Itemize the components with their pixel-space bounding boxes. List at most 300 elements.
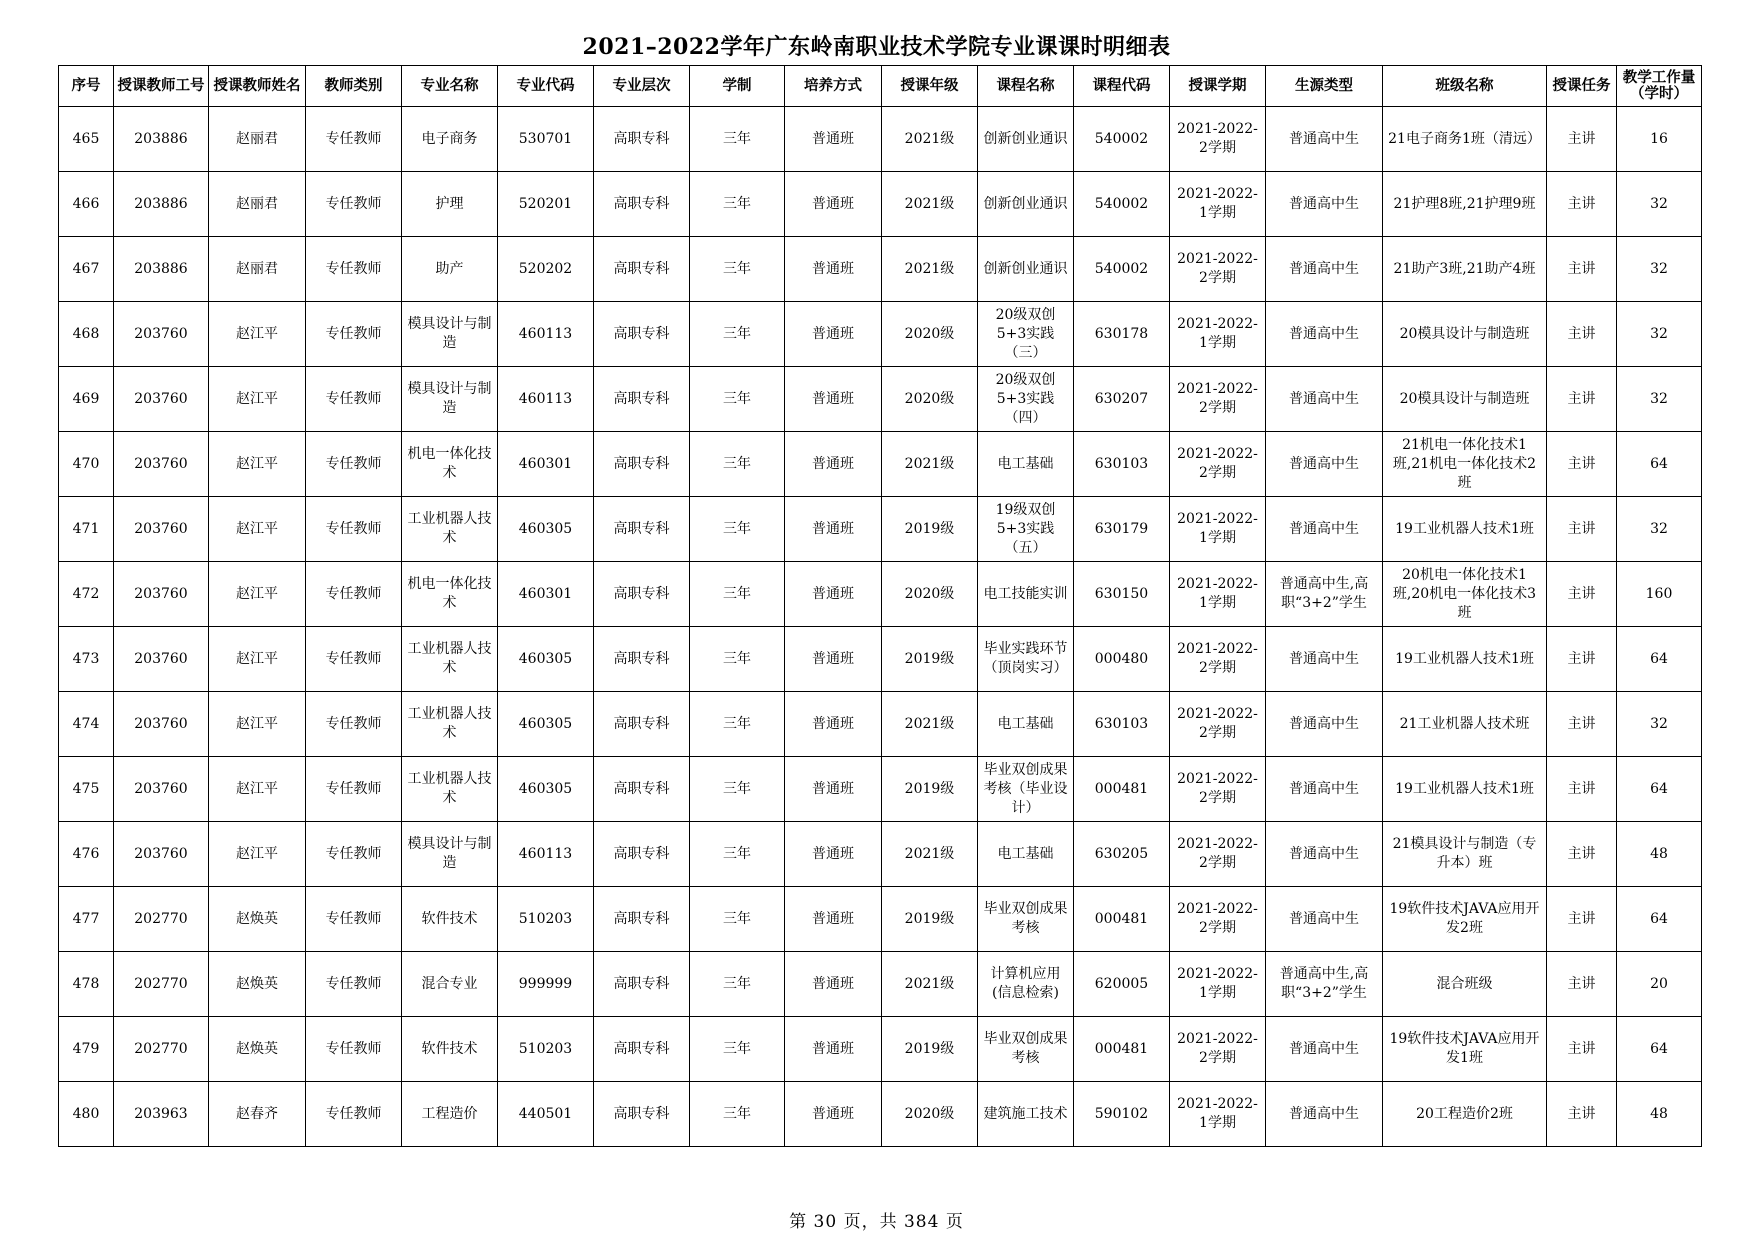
table-cell: 普通班 (785, 172, 882, 237)
table-cell: 478 (59, 952, 114, 1017)
table-cell: 160 (1617, 562, 1702, 627)
table-cell: 2021-2022-2学期 (1170, 822, 1266, 887)
table-cell: 专任教师 (306, 367, 402, 432)
table-cell: 高职专科 (594, 692, 690, 757)
column-header: 授课学期 (1170, 66, 1266, 107)
table-cell: 32 (1617, 497, 1702, 562)
table-cell: 赵江平 (209, 432, 306, 497)
table-cell: 混合班级 (1383, 952, 1547, 1017)
table-cell: 203760 (114, 432, 209, 497)
table-cell: 普通高中生 (1266, 757, 1383, 822)
table-cell: 主讲 (1547, 952, 1617, 1017)
table-cell: 440501 (498, 1082, 594, 1147)
table-cell: 2021级 (882, 822, 978, 887)
table-cell: 630179 (1074, 497, 1170, 562)
table-cell: 460301 (498, 562, 594, 627)
table-cell: 主讲 (1547, 562, 1617, 627)
table-cell: 20级双创5+3实践（三） (978, 302, 1074, 367)
table-cell: 高职专科 (594, 1017, 690, 1082)
table-cell: 工业机器人技术 (402, 627, 498, 692)
table-cell: 普通班 (785, 302, 882, 367)
table-cell: 主讲 (1547, 172, 1617, 237)
table-cell: 主讲 (1547, 627, 1617, 692)
table-cell: 480 (59, 1082, 114, 1147)
table-cell: 普通班 (785, 887, 882, 952)
table-cell: 高职专科 (594, 952, 690, 1017)
table-cell: 19工业机器人技术1班 (1383, 497, 1547, 562)
column-header: 专业代码 (498, 66, 594, 107)
table-cell: 630205 (1074, 822, 1170, 887)
table-cell: 三年 (690, 1017, 785, 1082)
table-cell: 460113 (498, 822, 594, 887)
table-cell: 普通高中生 (1266, 822, 1383, 887)
table-cell: 高职专科 (594, 627, 690, 692)
table-cell: 赵焕英 (209, 952, 306, 1017)
table-cell: 专任教师 (306, 822, 402, 887)
table-cell: 32 (1617, 302, 1702, 367)
table-cell: 19工业机器人技术1班 (1383, 757, 1547, 822)
table-cell: 460305 (498, 627, 594, 692)
table-cell: 203760 (114, 497, 209, 562)
table-cell: 普通高中生 (1266, 107, 1383, 172)
table-cell: 2019级 (882, 1017, 978, 1082)
table-cell: 主讲 (1547, 757, 1617, 822)
table-cell: 专任教师 (306, 302, 402, 367)
table-cell: 2019级 (882, 887, 978, 952)
table-row (59, 432, 1702, 497)
table-cell: 202770 (114, 1017, 209, 1082)
table-cell: 510203 (498, 1017, 594, 1082)
table-cell: 普通高中生 (1266, 887, 1383, 952)
table-cell: 32 (1617, 237, 1702, 302)
table-cell: 专任教师 (306, 1017, 402, 1082)
table-cell: 机电一体化技术 (402, 562, 498, 627)
table-cell: 520201 (498, 172, 594, 237)
table-cell: 专任教师 (306, 497, 402, 562)
table-cell: 2019级 (882, 497, 978, 562)
table-cell: 三年 (690, 822, 785, 887)
table-cell: 20机电一体化技术1班,20机电一体化技术3班 (1383, 562, 1547, 627)
table-cell: 三年 (690, 172, 785, 237)
table-row (59, 107, 1702, 172)
table-cell: 赵春齐 (209, 1082, 306, 1147)
table-cell: 高职专科 (594, 1082, 690, 1147)
table-cell: 21机电一体化技术1班,21机电一体化技术2班 (1383, 432, 1547, 497)
table-cell: 高职专科 (594, 237, 690, 302)
table-cell: 普通高中生 (1266, 302, 1383, 367)
table-cell: 普通高中生 (1266, 1082, 1383, 1147)
table-cell: 主讲 (1547, 367, 1617, 432)
table-cell: 2021-2022-1学期 (1170, 1082, 1266, 1147)
table-cell: 2021级 (882, 952, 978, 1017)
table-row (59, 367, 1702, 432)
table-cell: 203760 (114, 822, 209, 887)
table-cell: 电工基础 (978, 432, 1074, 497)
table-cell: 普通高中生 (1266, 367, 1383, 432)
table-cell: 高职专科 (594, 497, 690, 562)
table-cell: 三年 (690, 692, 785, 757)
table-cell: 203886 (114, 107, 209, 172)
column-header: 课程代码 (1074, 66, 1170, 107)
table-cell: 高职专科 (594, 562, 690, 627)
table-row (59, 952, 1702, 1017)
table-cell: 468 (59, 302, 114, 367)
table-row (59, 627, 1702, 692)
table-cell: 普通班 (785, 692, 882, 757)
table-cell: 20模具设计与制造班 (1383, 367, 1547, 432)
column-header: 专业层次 (594, 66, 690, 107)
table-cell: 19工业机器人技术1班 (1383, 627, 1547, 692)
table-cell: 电工技能实训 (978, 562, 1074, 627)
table-cell: 465 (59, 107, 114, 172)
table-cell: 三年 (690, 1082, 785, 1147)
table-cell: 赵焕英 (209, 887, 306, 952)
table-cell: 530701 (498, 107, 594, 172)
table-cell: 主讲 (1547, 302, 1617, 367)
table-cell: 高职专科 (594, 757, 690, 822)
table-cell: 460305 (498, 692, 594, 757)
table-cell: 高职专科 (594, 432, 690, 497)
table-cell: 创新创业通识 (978, 237, 1074, 302)
table-cell: 专任教师 (306, 432, 402, 497)
table-cell: 2020级 (882, 1082, 978, 1147)
table-cell: 专任教师 (306, 627, 402, 692)
table-cell: 19软件技术JAVA应用开发1班 (1383, 1017, 1547, 1082)
table-cell: 主讲 (1547, 822, 1617, 887)
table-cell: 48 (1617, 1082, 1702, 1147)
table-cell: 工程造价 (402, 1082, 498, 1147)
table-cell: 2021-2022-2学期 (1170, 1017, 1266, 1082)
table-cell: 20工程造价2班 (1383, 1082, 1547, 1147)
table-cell: 540002 (1074, 107, 1170, 172)
table-cell: 203886 (114, 237, 209, 302)
table-cell: 普通班 (785, 952, 882, 1017)
table-cell: 48 (1617, 822, 1702, 887)
column-header: 生源类型 (1266, 66, 1383, 107)
table-cell: 2021级 (882, 692, 978, 757)
table-cell: 专任教师 (306, 107, 402, 172)
table-row (59, 1082, 1702, 1147)
table-cell: 469 (59, 367, 114, 432)
table-cell: 工业机器人技术 (402, 497, 498, 562)
table-cell: 主讲 (1547, 107, 1617, 172)
table-cell: 机电一体化技术 (402, 432, 498, 497)
table-row (59, 1017, 1702, 1082)
column-header: 授课任务 (1547, 66, 1617, 107)
table-cell: 477 (59, 887, 114, 952)
table-row (59, 562, 1702, 627)
table-cell: 高职专科 (594, 302, 690, 367)
table-cell: 主讲 (1547, 497, 1617, 562)
column-header: 授课教师姓名 (209, 66, 306, 107)
table-cell: 16 (1617, 107, 1702, 172)
table-row (59, 887, 1702, 952)
table-cell: 2021-2022-2学期 (1170, 627, 1266, 692)
table-cell: 470 (59, 432, 114, 497)
table-row (59, 757, 1702, 822)
table-cell: 普通班 (785, 822, 882, 887)
table-cell: 专任教师 (306, 952, 402, 1017)
table-cell: 赵江平 (209, 692, 306, 757)
table-cell: 20模具设计与制造班 (1383, 302, 1547, 367)
table-cell: 21模具设计与制造（专升本）班 (1383, 822, 1547, 887)
table-cell: 20级双创5+3实践（四） (978, 367, 1074, 432)
table-cell: 32 (1617, 692, 1702, 757)
table-cell: 赵丽君 (209, 172, 306, 237)
table-cell: 466 (59, 172, 114, 237)
table-cell: 630207 (1074, 367, 1170, 432)
table-cell: 三年 (690, 497, 785, 562)
table-cell: 高职专科 (594, 107, 690, 172)
column-header: 序号 (59, 66, 114, 107)
table-cell: 32 (1617, 367, 1702, 432)
table-cell: 000480 (1074, 627, 1170, 692)
table-cell: 2020级 (882, 562, 978, 627)
table-cell: 模具设计与制造 (402, 367, 498, 432)
table-cell: 2021级 (882, 107, 978, 172)
table-cell: 普通高中生 (1266, 237, 1383, 302)
table-cell: 赵江平 (209, 367, 306, 432)
table-row (59, 302, 1702, 367)
column-header: 授课年级 (882, 66, 978, 107)
table-cell: 64 (1617, 757, 1702, 822)
table-cell: 赵焕英 (209, 1017, 306, 1082)
table-cell: 赵江平 (209, 822, 306, 887)
table-cell: 普通高中生,高职“3+2”学生 (1266, 562, 1383, 627)
table-cell: 2021-2022-2学期 (1170, 432, 1266, 497)
table-cell: 三年 (690, 562, 785, 627)
table-cell: 2021-2022-1学期 (1170, 172, 1266, 237)
table-cell: 赵江平 (209, 627, 306, 692)
table-cell: 203760 (114, 562, 209, 627)
table-cell: 高职专科 (594, 822, 690, 887)
table-cell: 460305 (498, 497, 594, 562)
table-cell: 普通高中生 (1266, 172, 1383, 237)
table-cell: 主讲 (1547, 237, 1617, 302)
table-cell: 64 (1617, 627, 1702, 692)
table-cell: 473 (59, 627, 114, 692)
table-cell: 三年 (690, 757, 785, 822)
table-cell: 三年 (690, 237, 785, 302)
table-cell: 476 (59, 822, 114, 887)
table-cell: 电工基础 (978, 692, 1074, 757)
table-cell: 普通高中生 (1266, 1017, 1383, 1082)
table-row (59, 692, 1702, 757)
table-cell: 模具设计与制造 (402, 822, 498, 887)
column-header: 授课教师工号 (114, 66, 209, 107)
column-header: 培养方式 (785, 66, 882, 107)
table-cell: 高职专科 (594, 887, 690, 952)
table-cell: 472 (59, 562, 114, 627)
table-cell: 专任教师 (306, 237, 402, 302)
table-cell: 2021-2022-1学期 (1170, 562, 1266, 627)
course-hours-table (58, 65, 1702, 1147)
table-cell: 474 (59, 692, 114, 757)
table-cell: 赵江平 (209, 562, 306, 627)
table-cell: 普通班 (785, 107, 882, 172)
table-cell: 三年 (690, 887, 785, 952)
table-header-row (59, 66, 1702, 107)
table-cell: 软件技术 (402, 887, 498, 952)
table-cell: 专任教师 (306, 1082, 402, 1147)
table-cell: 毕业双创成果考核 (978, 887, 1074, 952)
table-cell: 普通班 (785, 627, 882, 692)
table-cell: 专任教师 (306, 172, 402, 237)
table-cell: 471 (59, 497, 114, 562)
table-cell: 2021级 (882, 432, 978, 497)
table-cell: 64 (1617, 1017, 1702, 1082)
table-cell: 460113 (498, 302, 594, 367)
table-cell: 赵江平 (209, 302, 306, 367)
table-cell: 创新创业通识 (978, 172, 1074, 237)
table-cell: 2020级 (882, 302, 978, 367)
table-cell: 软件技术 (402, 1017, 498, 1082)
table-cell: 模具设计与制造 (402, 302, 498, 367)
page-title: 2021–2022学年广东岭南职业技术学院专业课课时明细表 (582, 34, 1171, 60)
table-cell: 467 (59, 237, 114, 302)
table-cell: 2021-2022-2学期 (1170, 237, 1266, 302)
table-cell: 000481 (1074, 1017, 1170, 1082)
table-cell: 2021-2022-1学期 (1170, 952, 1266, 1017)
table-cell: 三年 (690, 627, 785, 692)
table-cell: 普通班 (785, 562, 882, 627)
table-cell: 毕业实践环节（顶岗实习） (978, 627, 1074, 692)
table-cell: 2021级 (882, 237, 978, 302)
table-cell: 202770 (114, 887, 209, 952)
table-cell: 620005 (1074, 952, 1170, 1017)
table-cell: 工业机器人技术 (402, 757, 498, 822)
table-body (59, 107, 1702, 1147)
page-footer: 第 30 页，共 384 页 (789, 1212, 964, 1232)
table-cell: 510203 (498, 887, 594, 952)
table-cell: 三年 (690, 107, 785, 172)
table-cell: 520202 (498, 237, 594, 302)
table-cell: 普通高中生 (1266, 497, 1383, 562)
table-cell: 479 (59, 1017, 114, 1082)
table-cell: 普通班 (785, 757, 882, 822)
table-cell: 2021-2022-1学期 (1170, 302, 1266, 367)
table-cell: 203886 (114, 172, 209, 237)
table-cell: 助产 (402, 237, 498, 302)
table-cell: 2020级 (882, 367, 978, 432)
table-cell: 203760 (114, 627, 209, 692)
table-cell: 普通班 (785, 367, 882, 432)
table-cell: 混合专业 (402, 952, 498, 1017)
table-cell: 630178 (1074, 302, 1170, 367)
column-header: 学制 (690, 66, 785, 107)
column-header: 专业名称 (402, 66, 498, 107)
table-cell: 高职专科 (594, 172, 690, 237)
table-cell: 540002 (1074, 172, 1170, 237)
column-header: 教师类别 (306, 66, 402, 107)
table-cell: 普通班 (785, 237, 882, 302)
table-cell: 主讲 (1547, 1082, 1617, 1147)
table-cell: 2021-2022-2学期 (1170, 887, 1266, 952)
table-cell: 毕业双创成果考核（毕业设计） (978, 757, 1074, 822)
table-cell: 2019级 (882, 627, 978, 692)
table-cell: 普通班 (785, 497, 882, 562)
table-cell: 主讲 (1547, 692, 1617, 757)
column-header: 教学工作量（学时） (1617, 66, 1702, 107)
table-cell: 普通高中生 (1266, 627, 1383, 692)
table-cell: 19级双创5+3实践（五） (978, 497, 1074, 562)
column-header: 班级名称 (1383, 66, 1547, 107)
table-cell: 2019级 (882, 757, 978, 822)
table-cell: 20 (1617, 952, 1702, 1017)
table-cell: 赵江平 (209, 757, 306, 822)
table-row (59, 822, 1702, 887)
table-cell: 普通班 (785, 432, 882, 497)
table-cell: 460113 (498, 367, 594, 432)
table-cell: 202770 (114, 952, 209, 1017)
table-cell: 计算机应用(信息检索) (978, 952, 1074, 1017)
table-cell: 630150 (1074, 562, 1170, 627)
table-cell: 主讲 (1547, 887, 1617, 952)
table-cell: 赵江平 (209, 497, 306, 562)
table-cell: 2021-2022-2学期 (1170, 692, 1266, 757)
table-cell: 专任教师 (306, 562, 402, 627)
table-cell: 创新创业通识 (978, 107, 1074, 172)
table-cell: 460305 (498, 757, 594, 822)
table-cell: 护理 (402, 172, 498, 237)
table-cell: 普通高中生 (1266, 692, 1383, 757)
table-cell: 630103 (1074, 692, 1170, 757)
table-cell: 三年 (690, 952, 785, 1017)
table-cell: 203963 (114, 1082, 209, 1147)
column-header: 课程名称 (978, 66, 1074, 107)
table-cell: 630103 (1074, 432, 1170, 497)
table-cell: 475 (59, 757, 114, 822)
table-cell: 590102 (1074, 1082, 1170, 1147)
table-cell: 203760 (114, 692, 209, 757)
table-cell: 21护理8班,21护理9班 (1383, 172, 1547, 237)
table-cell: 三年 (690, 367, 785, 432)
table-cell: 2021级 (882, 172, 978, 237)
table-cell: 主讲 (1547, 1017, 1617, 1082)
table-cell: 普通班 (785, 1017, 882, 1082)
table-cell: 21助产3班,21助产4班 (1383, 237, 1547, 302)
table-cell: 2021-2022-2学期 (1170, 757, 1266, 822)
table-cell: 2021-2022-2学期 (1170, 367, 1266, 432)
table-cell: 电子商务 (402, 107, 498, 172)
table-row (59, 237, 1702, 302)
table-cell: 32 (1617, 172, 1702, 237)
table-cell: 21工业机器人技术班 (1383, 692, 1547, 757)
table-cell: 赵丽君 (209, 107, 306, 172)
table-cell: 999999 (498, 952, 594, 1017)
table-cell: 专任教师 (306, 692, 402, 757)
table-cell: 三年 (690, 432, 785, 497)
table-cell: 主讲 (1547, 432, 1617, 497)
table-cell: 540002 (1074, 237, 1170, 302)
table-cell: 203760 (114, 757, 209, 822)
table-cell: 建筑施工技术 (978, 1082, 1074, 1147)
table-cell: 电工基础 (978, 822, 1074, 887)
table-cell: 专任教师 (306, 757, 402, 822)
table-cell: 460301 (498, 432, 594, 497)
table-cell: 普通高中生 (1266, 432, 1383, 497)
table-cell: 000481 (1074, 887, 1170, 952)
table-cell: 高职专科 (594, 367, 690, 432)
table-cell: 64 (1617, 432, 1702, 497)
table-cell: 19软件技术JAVA应用开发2班 (1383, 887, 1547, 952)
table-cell: 工业机器人技术 (402, 692, 498, 757)
table-row (59, 497, 1702, 562)
table-cell: 普通高中生,高职“3+2”学生 (1266, 952, 1383, 1017)
table-cell: 000481 (1074, 757, 1170, 822)
table-row (59, 172, 1702, 237)
table-cell: 三年 (690, 302, 785, 367)
